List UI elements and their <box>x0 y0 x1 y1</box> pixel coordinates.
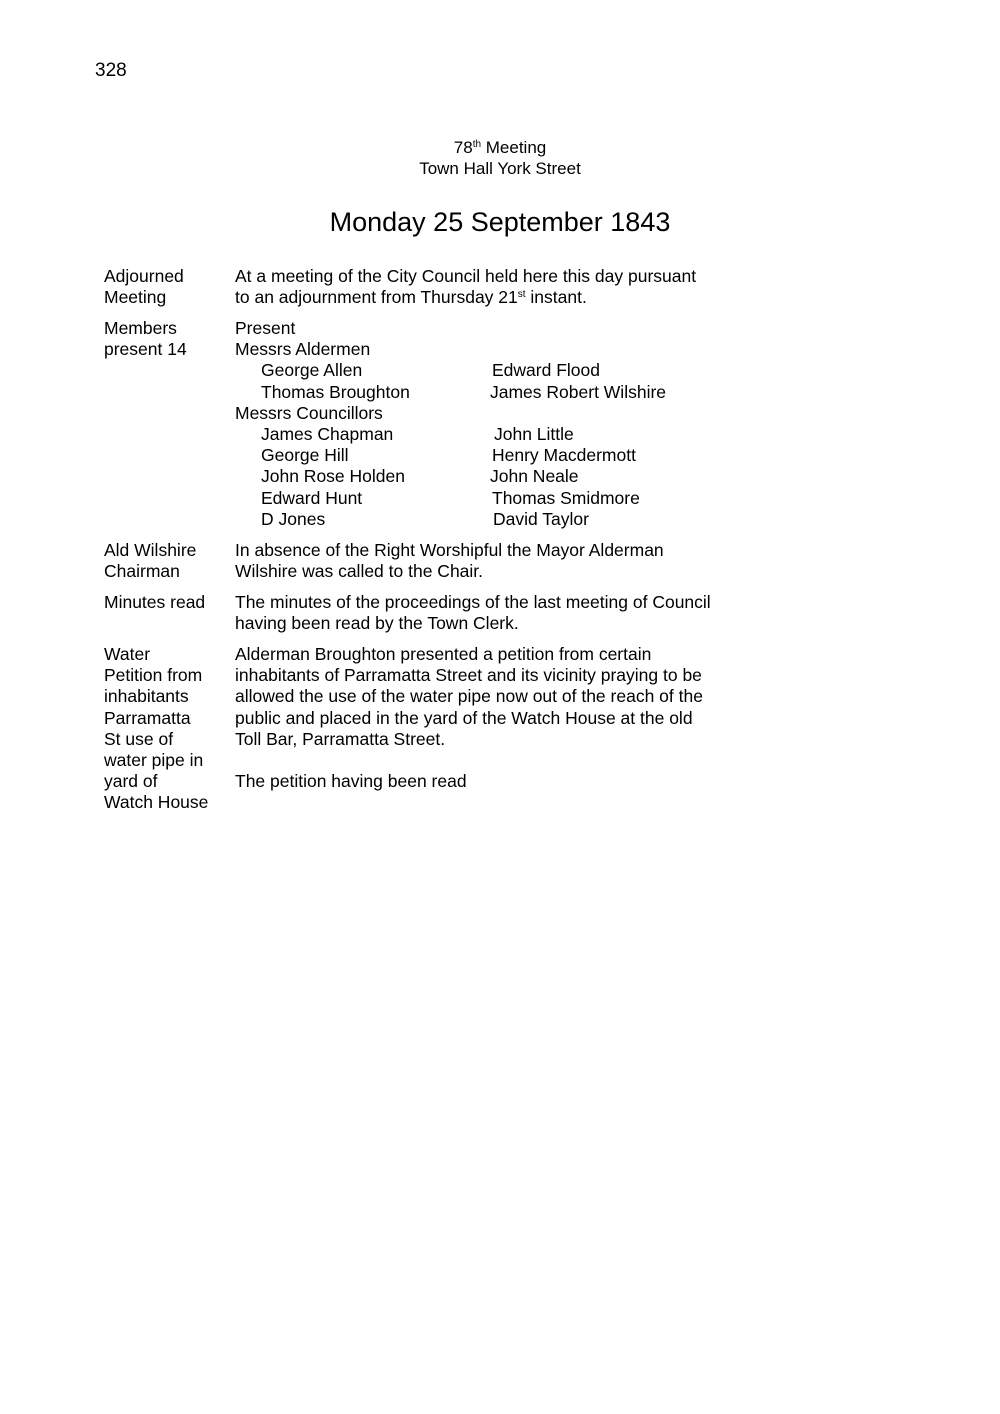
margin-line: water pipe in <box>104 750 204 771</box>
margin-line: Members <box>104 318 177 338</box>
text-line: allowed the use of the water pipe now out of the reach of the <box>235 686 703 707</box>
text-line: public and placed in the yard of the Watch House at the old <box>235 707 693 728</box>
margin-line: Water <box>104 644 151 664</box>
meeting-number-value: 78 <box>453 138 473 157</box>
margin-line: yard of <box>104 771 158 792</box>
member-name: Edward Hunt <box>261 487 363 508</box>
petition-read-line: The petition having been read <box>235 771 467 792</box>
text-run: instant. <box>525 287 587 308</box>
members-list <box>235 318 755 530</box>
member-name: George Hill <box>261 445 349 466</box>
text-line: Toll Bar, Parramatta Street. <box>235 728 446 749</box>
margin-line: present 14 <box>104 339 187 360</box>
member-row <box>235 360 755 381</box>
margin-line: Adjourned <box>104 266 184 286</box>
member-name: James Robert Wilshire <box>490 381 667 402</box>
margin-note-chairman <box>104 540 229 582</box>
meeting-venue: Town Hall York Street <box>419 159 581 178</box>
margin-note-adjourned <box>104 266 229 308</box>
member-row <box>235 509 755 530</box>
text-line: The minutes of the proceedings of the last meeting of Council <box>235 592 711 612</box>
member-name: D Jones <box>261 508 326 529</box>
text-line: In absence of the Right Worshipful the Mayor Alderman <box>235 540 664 560</box>
member-name: John Little <box>494 423 574 444</box>
meeting-number <box>0 137 1000 158</box>
margin-note-members <box>104 318 229 360</box>
member-name: John Rose Holden <box>261 466 405 487</box>
margin-line: Watch House <box>104 792 209 813</box>
margin-line: Chairman <box>104 561 180 582</box>
text-line: Wilshire was called to the Chair. <box>235 561 484 582</box>
member-name: George Allen <box>261 360 363 381</box>
text-line: At a meeting of the City Council held here this day pursuant <box>235 266 697 286</box>
member-row <box>235 424 755 445</box>
text-line: inhabitants of Parramatta Street and its vicinity praying to be <box>235 665 702 686</box>
member-name: John Neale <box>490 466 579 487</box>
member-row <box>235 466 755 487</box>
meeting-number-suffix: th <box>472 139 482 150</box>
member-name: Edward Flood <box>492 360 600 381</box>
margin-note-water <box>104 644 229 814</box>
text-run: to an adjournment from Thursday 21 <box>235 287 518 308</box>
margin-line: Petition from <box>104 665 203 686</box>
member-row <box>235 488 755 509</box>
member-name: Thomas Smidmore <box>492 487 640 508</box>
minutes-text <box>235 592 755 634</box>
superscript: st <box>517 289 526 301</box>
member-name: Thomas Broughton <box>261 381 410 402</box>
margin-line: Ald Wilshire <box>104 540 197 560</box>
meeting-word: Meeting <box>481 138 547 157</box>
margin-line: Meeting <box>104 287 167 308</box>
text-line <box>235 287 755 308</box>
page-number: 328 <box>95 60 127 81</box>
chairman-text <box>235 540 755 582</box>
water-petition-text <box>235 644 755 792</box>
margin-line: Parramatta <box>104 707 191 728</box>
member-row <box>235 382 755 403</box>
text-line: having been read by the Town Clerk. <box>235 613 519 634</box>
text-line: Alderman Broughton presented a petition from certain <box>235 644 652 664</box>
member-name: James Chapman <box>261 423 394 444</box>
margin-note-minutes <box>104 592 229 613</box>
member-name: David Taylor <box>493 508 589 529</box>
margin-line: St use of <box>104 728 174 749</box>
margin-line: Minutes read <box>104 592 206 612</box>
adjourned-text <box>235 266 755 308</box>
meeting-date: Monday 25 September 1843 <box>329 207 671 237</box>
councillors-heading: Messrs Councillors <box>235 402 383 423</box>
member-row <box>235 445 755 466</box>
aldermen-heading: Messrs Aldermen <box>235 339 371 360</box>
member-name: Henry Macdermott <box>492 445 636 466</box>
present-heading: Present <box>235 318 296 338</box>
margin-line: inhabitants <box>104 686 189 707</box>
